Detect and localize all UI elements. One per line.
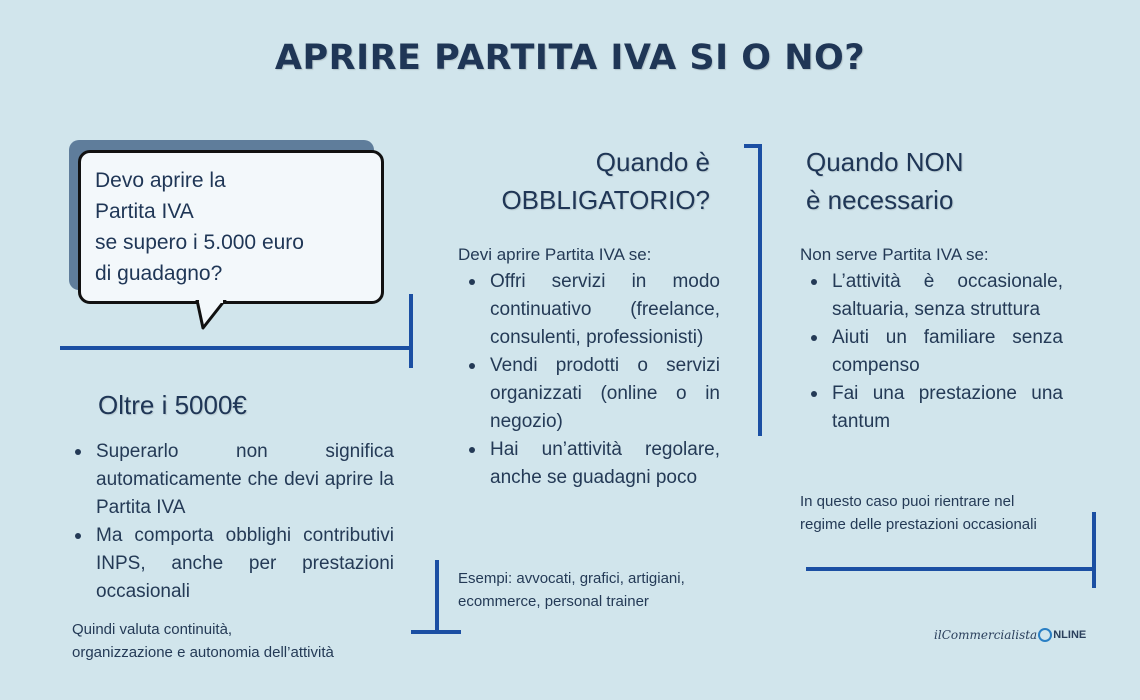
- list-item: Vendi prodotti o servizi organizzati (online o in negozio): [458, 352, 720, 436]
- note-line: ecommerce, personal trainer: [458, 593, 649, 610]
- section-heading-non-necessario: [806, 143, 964, 219]
- oltre-note: [72, 618, 334, 664]
- divider-line: [758, 144, 762, 436]
- obbligatorio-list: [458, 268, 720, 492]
- bubble-line: Partita IVA: [95, 200, 194, 223]
- list-item: Superarlo non significa automaticamente che devi aprire la Partita IVA: [64, 438, 394, 522]
- divider-line: [435, 560, 439, 634]
- logo-suffix: NLINE: [1053, 629, 1087, 641]
- logo-script: Commercialista: [941, 628, 1038, 642]
- oltre-list: [64, 438, 394, 606]
- list-item: L’attività è occasionale, saltuaria, senza struttura: [800, 268, 1063, 324]
- non-necessario-list: [800, 268, 1063, 436]
- list-item: Offri servizi in modo continuativo (freelance, consulenti, professionisti): [458, 268, 720, 352]
- divider-line: [60, 346, 413, 350]
- obbligatorio-note: [458, 567, 685, 613]
- bubble-tail: [195, 300, 235, 332]
- note-line: In questo caso puoi rientrare nel: [800, 493, 1015, 510]
- non-necessario-intro: Non serve Partita IVA se:: [800, 245, 989, 264]
- section-heading-oltre: Oltre i 5000€: [98, 390, 247, 420]
- bubble-line: di guadagno?: [95, 262, 223, 285]
- divider-line: [411, 630, 461, 634]
- list-item: Aiuti un familiare senza compenso: [800, 324, 1063, 380]
- divider-line: [806, 567, 1096, 571]
- non-necessario-note: [800, 490, 1037, 536]
- section-heading-obbligatorio: [430, 143, 710, 219]
- divider-line: [409, 294, 413, 368]
- note-line: Esempi: avvocati, grafici, artigiani,: [458, 570, 685, 587]
- logo-circle-icon: [1038, 628, 1052, 642]
- divider-line: [1092, 512, 1096, 588]
- heading-line: OBBLIGATORIO?: [501, 185, 710, 215]
- bubble-line: Devo aprire la: [95, 169, 226, 192]
- note-line: regime delle prestazioni occasionali: [800, 516, 1037, 533]
- brand-logo: [934, 628, 1086, 642]
- heading-line: Quando è: [595, 147, 710, 177]
- logo-prefix: il: [934, 628, 942, 642]
- list-item: Fai una prestazione una tantum: [800, 380, 1063, 436]
- bubble-line: se supero i 5.000 euro: [95, 231, 304, 254]
- divider-line: [744, 144, 762, 148]
- question-bubble: [78, 150, 384, 304]
- heading-line: Quando NON: [806, 147, 964, 177]
- list-item: Ma comporta obblighi contributivi INPS, anche per prestazioni occasionali: [64, 522, 394, 606]
- obbligatorio-intro: Devi aprire Partita IVA se:: [458, 245, 652, 264]
- note-line: Quindi valuta continuità,: [72, 621, 233, 638]
- page-title: APRIRE PARTITA IVA SI O NO?: [274, 38, 866, 78]
- list-item: Hai un’attività regolare, anche se guadagni poco: [458, 436, 720, 492]
- heading-line: è necessario: [806, 185, 954, 215]
- note-line: organizzazione e autonomia dell’attività: [72, 644, 334, 661]
